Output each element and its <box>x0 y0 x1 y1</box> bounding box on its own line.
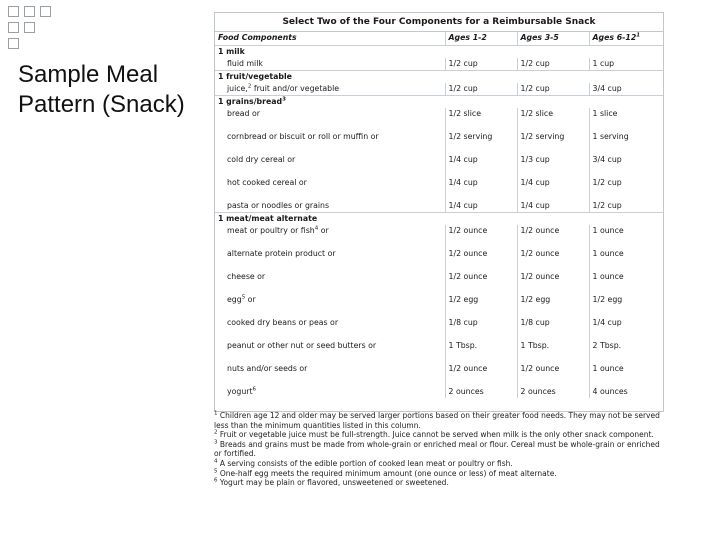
serving-cell: 1/4 cup <box>445 200 517 213</box>
food-item-cell: bread or <box>227 109 260 118</box>
food-item-cell: cornbread or biscuit or roll or muffin or <box>227 132 379 141</box>
food-item-cell: nuts and/or seeds or <box>227 364 308 373</box>
column-header: Ages $6-12^1$ <box>589 32 663 46</box>
serving-cell: 1 serving <box>589 131 663 154</box>
serving-cell: 2 Tbsp. <box>589 340 663 363</box>
footnote: $^5$ One-half egg meets the required minimum amount (one ounce or less) of meat alternate. <box>214 468 557 478</box>
food-item-cell: fluid milk <box>227 59 263 68</box>
serving-cell: 1/3 cup <box>517 154 589 177</box>
food-item-cell: yogurt$^6$ <box>227 386 257 396</box>
footnote: $^3$ Breads and grains must be made from whole-grain or enriched meal or flour. Cereal must be whole-grain or enriched or fortified. <box>214 439 660 459</box>
food-item-cell: hot cooked cereal or <box>227 178 307 187</box>
serving-cell: 1/2 cup <box>445 83 517 96</box>
table-row <box>215 386 663 398</box>
serving-cell: 1/2 serving <box>445 131 517 154</box>
column-header: Ages 3-5 <box>517 32 589 46</box>
serving-cell: 1/2 slice <box>445 108 517 131</box>
decor-square <box>24 6 35 17</box>
serving-cell: 1/2 ounce <box>517 248 589 271</box>
food-item-cell: meat or poultry or fish$^4$ or <box>227 225 329 235</box>
serving-cell: 2 ounces <box>445 386 517 398</box>
table-row <box>215 271 663 294</box>
table-row <box>215 154 663 177</box>
serving-cell: 1 Tbsp. <box>517 340 589 363</box>
meal-pattern-table <box>215 32 663 398</box>
serving-cell: 3/4 cup <box>589 154 663 177</box>
component-group-label: 1 grains/bread$^3$ <box>215 96 663 109</box>
food-item-cell: alternate protein product or <box>227 249 336 258</box>
serving-cell: 1/2 egg <box>445 294 517 317</box>
footnotes <box>214 411 666 488</box>
table-row <box>215 248 663 271</box>
table-row <box>215 200 663 213</box>
footnote: $^1$ Children age 12 and older may be served larger portions based on their greater food needs. They may not be served less than the minimum quantities listed in this column. <box>214 410 660 430</box>
food-item-cell: egg$^5$ or <box>227 294 256 304</box>
serving-cell: 1/2 serving <box>517 131 589 154</box>
serving-cell: 1 slice <box>589 108 663 131</box>
table-row <box>215 225 663 248</box>
serving-cell: 1 Tbsp. <box>445 340 517 363</box>
decor-square <box>40 6 51 17</box>
document-title: Select Two of the Four Components for a Reimbursable Snack <box>215 13 663 32</box>
serving-cell: 1/2 cup <box>589 200 663 213</box>
serving-cell: 1/2 cup <box>517 83 589 96</box>
serving-cell: 2 ounces <box>517 386 589 398</box>
serving-cell: 1/2 cup <box>517 58 589 71</box>
component-group-label: 1 milk <box>218 47 245 56</box>
footnote: $^2$ Fruit or vegetable juice must be full-strength. Juice cannot be served when milk is the only other snack component. <box>214 429 654 440</box>
table-header-row <box>215 32 663 46</box>
component-group-row <box>215 96 663 109</box>
decor-square <box>24 22 35 33</box>
slide-title: Sample Meal Pattern (Snack) <box>18 61 185 118</box>
serving-cell: 1/2 ounce <box>517 363 589 386</box>
serving-cell: 1/2 ounce <box>445 225 517 248</box>
serving-cell: 3/4 cup <box>589 83 663 96</box>
serving-cell: 1/4 cup <box>445 177 517 200</box>
serving-cell: 1/2 cup <box>445 58 517 71</box>
serving-cell: 1/4 cup <box>517 200 589 213</box>
footnote: $^4$ A serving consists of the edible portion of cooked lean meat or poultry or fish. <box>214 458 513 468</box>
component-group-row <box>215 213 663 226</box>
column-header: Food Components <box>215 32 445 46</box>
table-row <box>215 294 663 317</box>
serving-cell: 1 ounce <box>589 363 663 386</box>
serving-cell: 1/4 cup <box>445 154 517 177</box>
component-group-row <box>215 71 663 84</box>
table-row <box>215 363 663 386</box>
serving-cell: 1 cup <box>589 58 663 71</box>
serving-cell: 1/2 ounce <box>517 271 589 294</box>
serving-cell: 1/2 egg <box>589 294 663 317</box>
serving-cell: 1/2 cup <box>589 177 663 200</box>
component-group-row <box>215 46 663 59</box>
table-row <box>215 131 663 154</box>
footnote: $^6$ Yogurt may be plain or flavored, unsweetened or sweetened. <box>214 477 449 488</box>
serving-cell: 4 ounces <box>589 386 663 398</box>
table-row <box>215 58 663 71</box>
serving-cell: 1/4 cup <box>589 317 663 340</box>
serving-cell: 1/8 cup <box>517 317 589 340</box>
serving-cell: 1/2 ounce <box>517 225 589 248</box>
serving-cell: 1 ounce <box>589 271 663 294</box>
serving-cell: 1/2 ounce <box>445 363 517 386</box>
food-item-cell: cheese or <box>227 272 266 281</box>
serving-cell: 1/2 egg <box>517 294 589 317</box>
table-row <box>215 340 663 363</box>
food-item-cell: pasta or noodles or grains <box>227 201 330 210</box>
food-item-cell: cold dry cereal or <box>227 155 296 164</box>
table-row <box>215 177 663 200</box>
serving-cell: 1 ounce <box>589 248 663 271</box>
component-group-label: 1 meat/meat alternate <box>215 213 663 226</box>
column-header: Ages 1-2 <box>445 32 517 46</box>
food-item-cell: peanut or other nut or seed butters or <box>227 341 377 350</box>
serving-cell: 1/4 cup <box>517 177 589 200</box>
serving-cell: 1/2 ounce <box>445 248 517 271</box>
table-row <box>215 317 663 340</box>
decor-square <box>8 38 19 49</box>
serving-cell: 1 ounce <box>589 225 663 248</box>
serving-cell: 1/2 slice <box>517 108 589 131</box>
serving-cell: 1/2 ounce <box>445 271 517 294</box>
decor-square <box>8 22 19 33</box>
decor-square <box>8 6 19 17</box>
serving-cell: 1/8 cup <box>445 317 517 340</box>
food-item-cell: juice,$^2$ fruit and/or vegetable <box>227 83 340 93</box>
table-row <box>215 83 663 96</box>
component-group-label: 1 fruit/vegetable <box>215 71 663 84</box>
table-row <box>215 108 663 131</box>
table-body <box>215 46 663 399</box>
food-item-cell: cooked dry beans or peas or <box>227 318 339 327</box>
meal-pattern-document <box>214 12 664 412</box>
